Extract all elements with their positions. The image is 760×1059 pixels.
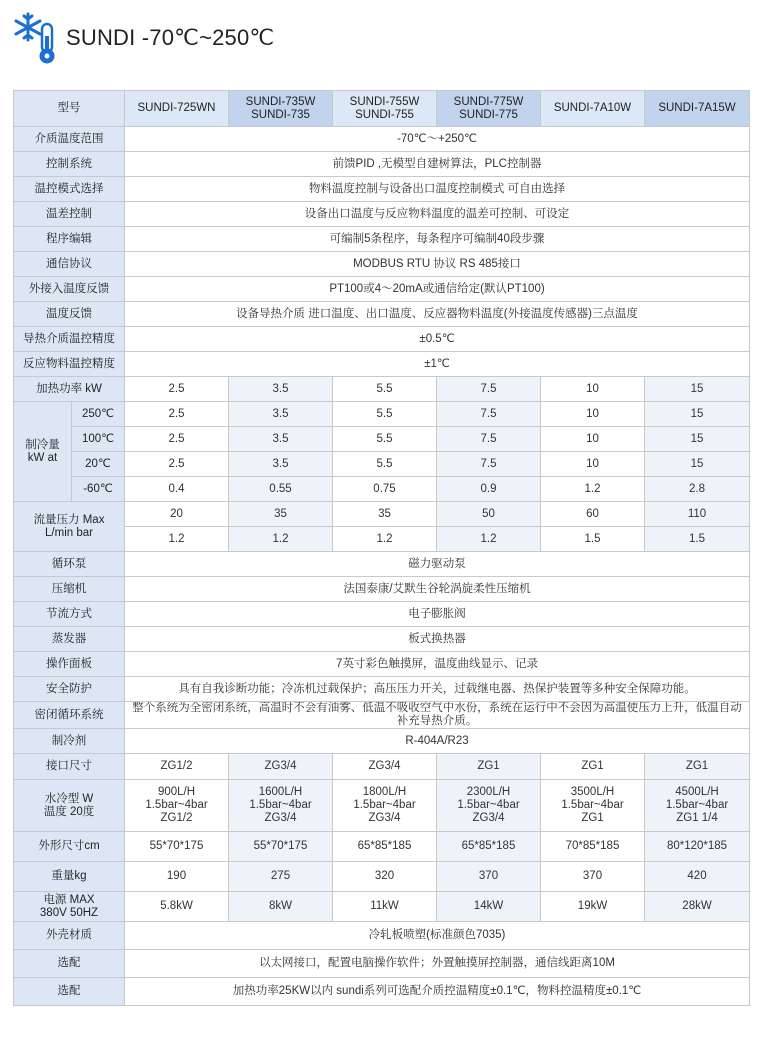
row-label: 加热功率 kW <box>14 377 125 402</box>
table-row <box>14 177 750 202</box>
snowflake-thermometer-icon <box>14 10 60 66</box>
table-row <box>14 327 750 352</box>
model-header: SUNDI-7A10W <box>541 91 645 127</box>
cell: 1800L/H 1.5bar~4bar ZG3/4 <box>333 780 437 832</box>
row-label: 介质温度范围 <box>14 127 125 152</box>
cell: 65*85*185 <box>333 832 437 862</box>
cell: 2.8 <box>645 477 750 502</box>
row-value: 设备导热介质 进口温度、出口温度、反应器物料温度(外接温度传感器)三点温度 <box>125 302 750 327</box>
table-row <box>14 978 750 1006</box>
table-row <box>14 152 750 177</box>
cell: 14kW <box>437 892 541 922</box>
cell: 11kW <box>333 892 437 922</box>
table-row <box>14 862 750 892</box>
cell: 55*70*175 <box>125 832 229 862</box>
table-row <box>14 527 750 552</box>
model-header: SUNDI-7A15W <box>645 91 750 127</box>
table-row <box>14 677 750 702</box>
row-label: 重量kg <box>14 862 125 892</box>
cell: 1.2 <box>437 527 541 552</box>
table-row <box>14 922 750 950</box>
row-value: 前馈PID ,无模型自建树算法，PLC控制器 <box>125 152 750 177</box>
cell: 420 <box>645 862 750 892</box>
cell: 0.55 <box>229 477 333 502</box>
cell: 900L/H 1.5bar~4bar ZG1/2 <box>125 780 229 832</box>
cell: 370 <box>541 862 645 892</box>
cell: 5.5 <box>333 452 437 477</box>
cell: 3.5 <box>229 377 333 402</box>
cell: 35 <box>333 502 437 527</box>
cell: 5.5 <box>333 427 437 452</box>
cell: 0.9 <box>437 477 541 502</box>
cell: 7.5 <box>437 377 541 402</box>
row-value: 7英寸彩色触摸屏，温度曲线显示、记录 <box>125 652 750 677</box>
row-label: 制冷剂 <box>14 729 125 754</box>
row-label: 操作面板 <box>14 652 125 677</box>
cooling-temp: 20℃ <box>72 452 125 477</box>
row-value: 具有自我诊断功能；冷冻机过载保护；高压压力开关，过载继电器、热保护装置等多种安全保障功能。 <box>125 677 750 702</box>
table-row <box>14 577 750 602</box>
cell: 3.5 <box>229 452 333 477</box>
cell: 1.2 <box>541 477 645 502</box>
table-row <box>14 127 750 152</box>
cell: 2.5 <box>125 402 229 427</box>
cell: 19kW <box>541 892 645 922</box>
table-row <box>14 832 750 862</box>
cell: 320 <box>333 862 437 892</box>
cooling-temp: 100℃ <box>72 427 125 452</box>
row-value: 板式换热器 <box>125 627 750 652</box>
cell: 3500L/H 1.5bar~4bar ZG1 <box>541 780 645 832</box>
row-value: MODBUS RTU 协议 RS 485接口 <box>125 252 750 277</box>
cell: 8kW <box>229 892 333 922</box>
table-row <box>14 627 750 652</box>
row-label: 安全防护 <box>14 677 125 702</box>
cell: 1.2 <box>333 527 437 552</box>
row-label: 通信协议 <box>14 252 125 277</box>
cell: 0.75 <box>333 477 437 502</box>
cell: 370 <box>437 862 541 892</box>
row-value: 以太网接口，配置电脑操作软件；外置触摸屏控制器，通信线距离10M <box>125 950 750 978</box>
row-value: ±1℃ <box>125 352 750 377</box>
row-label: 循环泵 <box>14 552 125 577</box>
cell: ZG1 <box>541 754 645 780</box>
table-row <box>14 302 750 327</box>
row-label: 节流方式 <box>14 602 125 627</box>
row-label: 外形尺寸cm <box>14 832 125 862</box>
row-label: 程序编辑 <box>14 227 125 252</box>
table-row <box>14 377 750 402</box>
cell: 1600L/H 1.5bar~4bar ZG3/4 <box>229 780 333 832</box>
row-label: 温差控制 <box>14 202 125 227</box>
table-row <box>14 227 750 252</box>
model-header: SUNDI-775W SUNDI-775 <box>437 91 541 127</box>
model-header: SUNDI-735W SUNDI-735 <box>229 91 333 127</box>
table-row <box>14 702 750 729</box>
cell: 4500L/H 1.5bar~4bar ZG1 1/4 <box>645 780 750 832</box>
row-value: R-404A/R23 <box>125 729 750 754</box>
cell: 7.5 <box>437 402 541 427</box>
cell: ZG1 <box>437 754 541 780</box>
cell: 10 <box>541 402 645 427</box>
cell: 15 <box>645 427 750 452</box>
table-row <box>14 780 750 832</box>
page-header <box>14 8 274 68</box>
table-row <box>14 950 750 978</box>
table-row <box>14 477 750 502</box>
cell: 55*70*175 <box>229 832 333 862</box>
row-value: 整个系统为全密闭系统，高温时不会有油雾、低温不吸收空气中水份，系统在运行中不会因为高温使压力上升，低温自动补充导热介质。 <box>125 702 750 729</box>
row-label: 温度反馈 <box>14 302 125 327</box>
table-row <box>14 452 750 477</box>
cell: 2.5 <box>125 452 229 477</box>
cell: 10 <box>541 452 645 477</box>
table-row <box>14 352 750 377</box>
cell: 110 <box>645 502 750 527</box>
row-value: 法国泰康/艾默生谷轮涡旋柔性压缩机 <box>125 577 750 602</box>
table-row <box>14 892 750 922</box>
row-label: 外壳材质 <box>14 922 125 950</box>
cell: 5.5 <box>333 402 437 427</box>
cooling-temp: 250℃ <box>72 402 125 427</box>
cell: 1.2 <box>125 527 229 552</box>
cell: 20 <box>125 502 229 527</box>
row-value: ±0.5℃ <box>125 327 750 352</box>
row-label: 流量压力 Max L/min bar <box>14 502 125 552</box>
cell: 275 <box>229 862 333 892</box>
row-label: 接口尺寸 <box>14 754 125 780</box>
row-label-model: 型号 <box>14 91 125 127</box>
row-label: 蒸发器 <box>14 627 125 652</box>
cell: 5.8kW <box>125 892 229 922</box>
cell: 2.5 <box>125 377 229 402</box>
cell: ZG1/2 <box>125 754 229 780</box>
table-row <box>14 652 750 677</box>
cell: 28kW <box>645 892 750 922</box>
row-value: 可编制5条程序，每条程序可编制40段步骤 <box>125 227 750 252</box>
cell: 0.4 <box>125 477 229 502</box>
cell: ZG1 <box>645 754 750 780</box>
table-row <box>14 502 750 527</box>
cell: 60 <box>541 502 645 527</box>
cell: 80*120*185 <box>645 832 750 862</box>
row-label: 制冷量 kW at <box>14 402 72 502</box>
row-value: 设备出口温度与反应物料温度的温差可控制、可设定 <box>125 202 750 227</box>
row-value: 物料温度控制与设备出口温度控制模式 可自由选择 <box>125 177 750 202</box>
cell: ZG3/4 <box>229 754 333 780</box>
row-label: 压缩机 <box>14 577 125 602</box>
row-label: 控制系统 <box>14 152 125 177</box>
spec-table <box>13 90 750 1006</box>
row-value: 磁力驱动泵 <box>125 552 750 577</box>
cell: 2.5 <box>125 427 229 452</box>
table-row <box>14 427 750 452</box>
table-row <box>14 552 750 577</box>
table-row <box>14 252 750 277</box>
row-value: 加热功率25KW以内 sundi系列可选配介质控温精度±0.1℃，物料控温精度±0.1℃ <box>125 978 750 1006</box>
table-row <box>14 602 750 627</box>
page-title: SUNDI -70℃~250℃ <box>66 25 275 50</box>
cell: 2300L/H 1.5bar~4bar ZG3/4 <box>437 780 541 832</box>
table-row <box>14 402 750 427</box>
cell: 15 <box>645 452 750 477</box>
row-label: 选配 <box>14 950 125 978</box>
table-row <box>14 729 750 754</box>
cell: 10 <box>541 427 645 452</box>
row-value: 电子膨胀阀 <box>125 602 750 627</box>
cell: 35 <box>229 502 333 527</box>
table-header-row <box>14 91 750 127</box>
table-row <box>14 754 750 780</box>
row-label: 密闭循环系统 <box>14 702 125 729</box>
cell: 1.2 <box>229 527 333 552</box>
table-row <box>14 277 750 302</box>
cell: ZG3/4 <box>333 754 437 780</box>
cooling-temp: -60℃ <box>72 477 125 502</box>
row-value: -70℃～+250℃ <box>125 127 750 152</box>
cell: 10 <box>541 377 645 402</box>
row-label: 温控模式选择 <box>14 177 125 202</box>
row-label: 导热介质温控精度 <box>14 327 125 352</box>
model-header: SUNDI-725WN <box>125 91 229 127</box>
cell: 7.5 <box>437 427 541 452</box>
row-label: 选配 <box>14 978 125 1006</box>
cell: 15 <box>645 402 750 427</box>
cell: 65*85*185 <box>437 832 541 862</box>
cell: 1.5 <box>645 527 750 552</box>
cell: 3.5 <box>229 427 333 452</box>
row-label: 反应物料温控精度 <box>14 352 125 377</box>
row-label: 电源 MAX 380V 50HZ <box>14 892 125 922</box>
row-label: 外接入温度反馈 <box>14 277 125 302</box>
row-value: 冷轧板喷塑(标准颜色7035) <box>125 922 750 950</box>
cell: 5.5 <box>333 377 437 402</box>
cell: 7.5 <box>437 452 541 477</box>
cell: 3.5 <box>229 402 333 427</box>
cell: 190 <box>125 862 229 892</box>
table-row <box>14 202 750 227</box>
model-header: SUNDI-755W SUNDI-755 <box>333 91 437 127</box>
cell: 1.5 <box>541 527 645 552</box>
cell: 50 <box>437 502 541 527</box>
cell: 15 <box>645 377 750 402</box>
row-value: PT100或4～20mA或通信给定(默认PT100) <box>125 277 750 302</box>
row-label: 水冷型 W 温度 20度 <box>14 780 125 832</box>
cell: 70*85*185 <box>541 832 645 862</box>
